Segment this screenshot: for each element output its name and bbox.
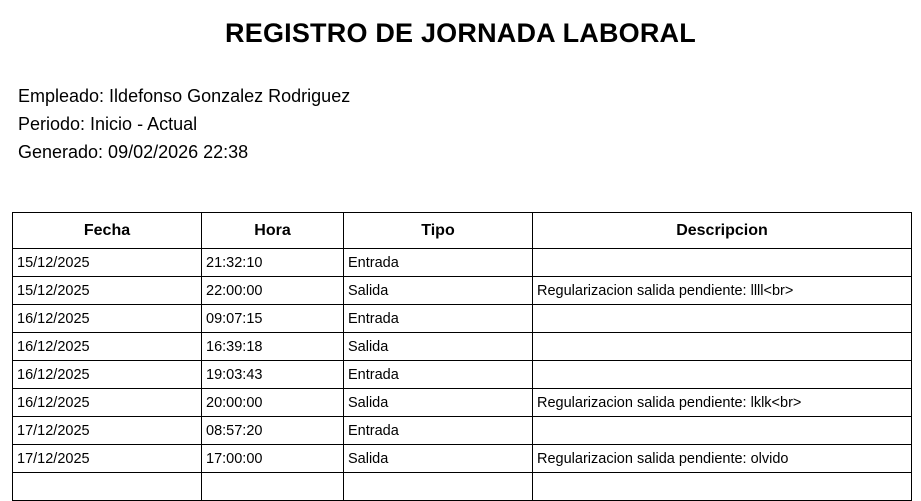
cell-fecha: 15/12/2025 [13, 277, 202, 305]
cell-tipo: Entrada [344, 417, 533, 445]
cell-tipo [344, 473, 533, 501]
cell-hora: 08:57:20 [202, 417, 344, 445]
cell-hora: 17:00:00 [202, 445, 344, 473]
table-header-row [13, 213, 912, 249]
cell-fecha: 16/12/2025 [13, 361, 202, 389]
generated-line: Generado: 09/02/2026 22:38 [18, 142, 249, 162]
cell-hora [202, 473, 344, 501]
report-meta [18, 82, 350, 166]
table-row [13, 445, 912, 473]
cell-descripcion [533, 249, 912, 277]
cell-descripcion [533, 333, 912, 361]
cell-tipo: Salida [344, 389, 533, 417]
cell-hora: 21:32:10 [202, 249, 344, 277]
cell-tipo: Salida [344, 333, 533, 361]
cell-descripcion: Regularizacion salida pendiente: lklk<br> [533, 389, 912, 417]
attendance-table [12, 212, 912, 501]
header-fecha: Fecha [13, 213, 202, 249]
cell-fecha: 16/12/2025 [13, 305, 202, 333]
cell-hora: 16:39:18 [202, 333, 344, 361]
cell-fecha: 16/12/2025 [13, 333, 202, 361]
cell-fecha: 17/12/2025 [13, 417, 202, 445]
cell-descripcion [533, 305, 912, 333]
table-row [13, 249, 912, 277]
cell-tipo: Entrada [344, 305, 533, 333]
header-descripcion: Descripcion [533, 213, 912, 249]
cell-descripcion [533, 473, 912, 501]
table-row [13, 361, 912, 389]
table-row [13, 389, 912, 417]
cell-descripcion: Regularizacion salida pendiente: olvido [533, 445, 912, 473]
employee-line: Empleado: Ildefonso Gonzalez Rodriguez [18, 86, 351, 106]
cell-hora: 20:00:00 [202, 389, 344, 417]
cell-descripcion: Regularizacion salida pendiente: llll<br> [533, 277, 912, 305]
cell-hora: 19:03:43 [202, 361, 344, 389]
table-row [13, 473, 912, 501]
cell-fecha: 17/12/2025 [13, 445, 202, 473]
cell-fecha [13, 473, 202, 501]
header-tipo: Tipo [344, 213, 533, 249]
cell-tipo: Salida [344, 277, 533, 305]
cell-fecha: 16/12/2025 [13, 389, 202, 417]
cell-hora: 22:00:00 [202, 277, 344, 305]
cell-hora: 09:07:15 [202, 305, 344, 333]
table-row [13, 333, 912, 361]
table-row [13, 417, 912, 445]
table-row [13, 277, 912, 305]
cell-tipo: Entrada [344, 249, 533, 277]
cell-fecha: 15/12/2025 [13, 249, 202, 277]
period-line: Periodo: Inicio - Actual [18, 114, 198, 134]
header-hora: Hora [202, 213, 344, 249]
report-title: REGISTRO DE JORNADA LABORAL [225, 18, 696, 48]
table-row [13, 305, 912, 333]
cell-descripcion [533, 361, 912, 389]
cell-tipo: Entrada [344, 361, 533, 389]
cell-descripcion [533, 417, 912, 445]
cell-tipo: Salida [344, 445, 533, 473]
